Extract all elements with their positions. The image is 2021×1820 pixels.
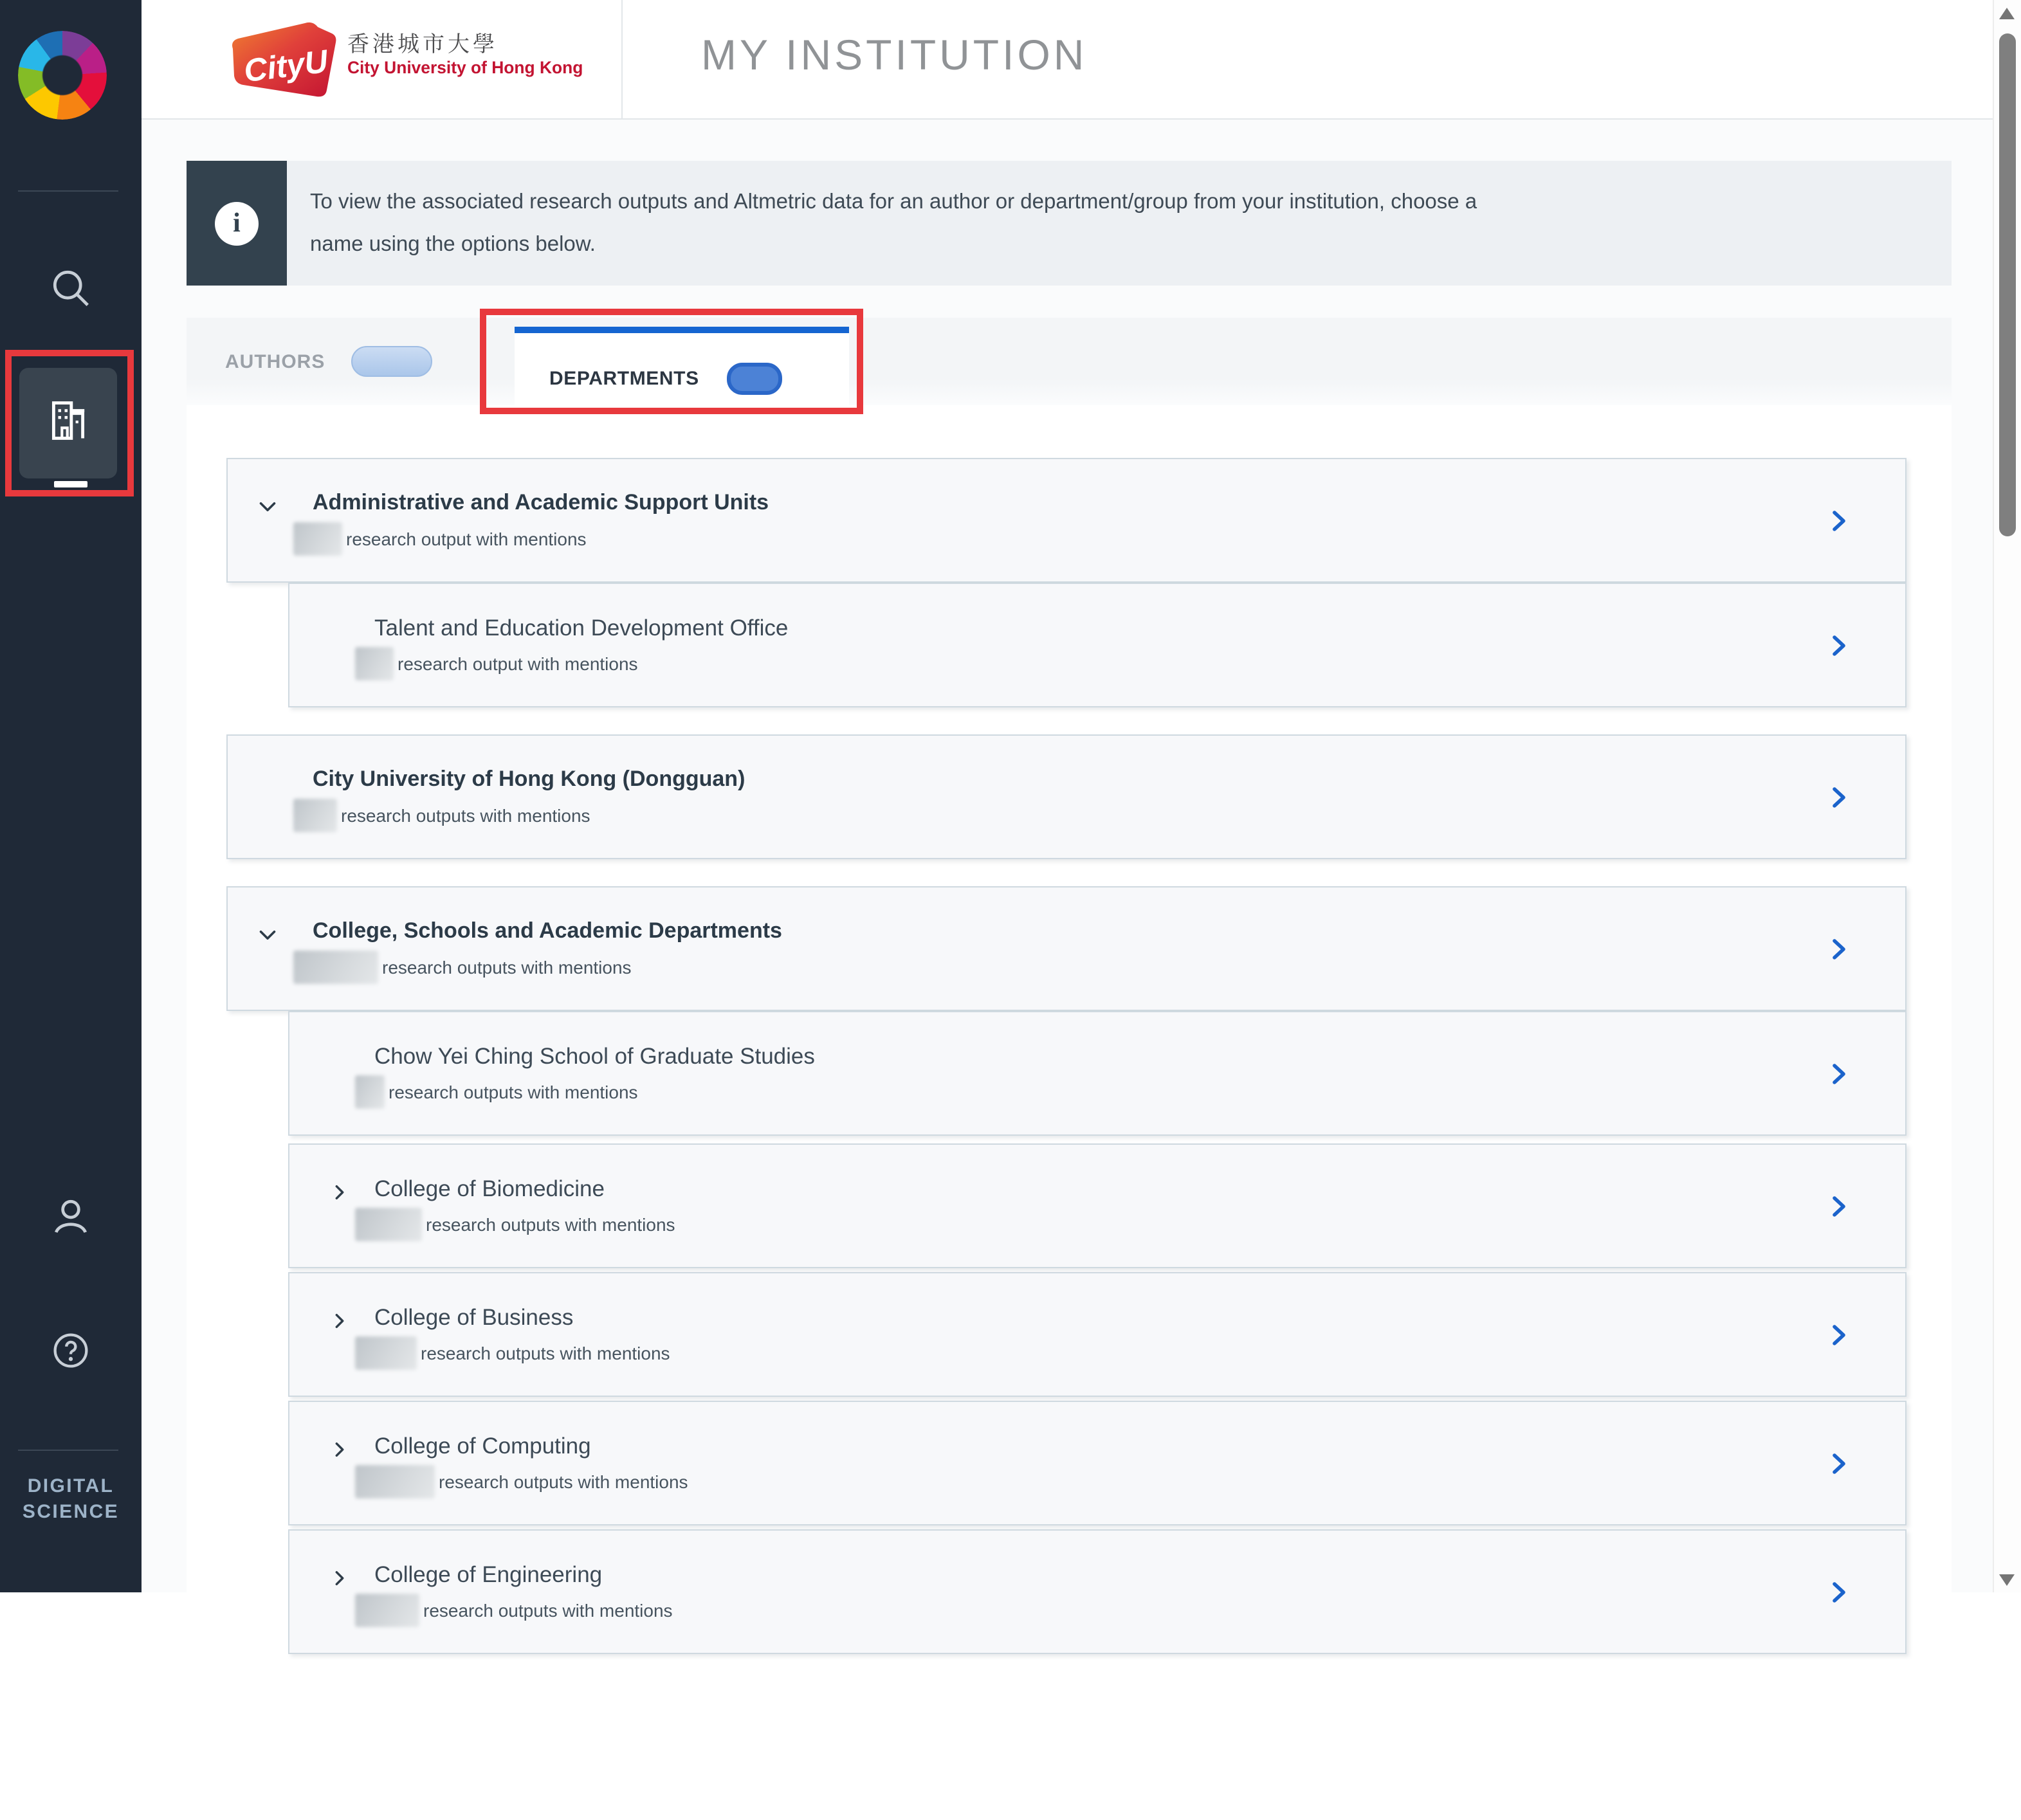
redacted-count <box>355 647 394 680</box>
department-meta: research outputs with mentions <box>389 1082 638 1102</box>
department-meta: research outputs with mentions <box>439 1471 688 1492</box>
department-meta: research outputs with mentions <box>341 805 590 826</box>
department-card[interactable] <box>226 886 1907 1011</box>
departments-toggle[interactable] <box>727 363 783 395</box>
content-area <box>142 118 1994 1621</box>
tab-bar <box>187 318 1952 405</box>
open-chevron-icon[interactable] <box>1823 630 1854 668</box>
department-card[interactable] <box>288 1011 1907 1136</box>
redacted-count <box>355 1075 385 1109</box>
departments-panel <box>187 405 1952 1820</box>
collapse-chevron-icon[interactable] <box>256 924 279 953</box>
redacted-count <box>293 522 342 556</box>
digital-science-logo <box>0 1474 142 1525</box>
info-icon-tile <box>187 161 287 286</box>
cityu-logo <box>224 19 342 108</box>
department-meta-row <box>355 1079 1905 1109</box>
scrollbar-thumb[interactable] <box>1999 33 2016 536</box>
department-meta-row <box>355 1597 1905 1627</box>
expand-chevron-icon[interactable] <box>329 1311 350 1338</box>
department-meta-row <box>355 1340 1905 1370</box>
sidebar-divider-top <box>18 190 118 192</box>
help-icon <box>49 1329 93 1372</box>
open-chevron-icon[interactable] <box>1823 505 1854 543</box>
department-card[interactable] <box>288 1401 1907 1525</box>
active-nav-indicator <box>54 481 87 487</box>
open-chevron-icon[interactable] <box>1823 934 1854 971</box>
department-meta-row <box>355 1212 1905 1241</box>
department-meta: research output with mentions <box>398 653 638 674</box>
department-meta: research outputs with mentions <box>426 1214 675 1235</box>
department-card[interactable] <box>288 1529 1907 1654</box>
department-meta: research output with mentions <box>346 529 587 549</box>
department-title: City University of Hong Kong (Dongguan) <box>313 767 745 791</box>
department-title: Administrative and Academic Support Units <box>313 490 769 514</box>
department-meta-row <box>355 1469 1905 1498</box>
open-chevron-icon[interactable] <box>1823 1059 1854 1096</box>
open-chevron-icon[interactable] <box>1823 1577 1854 1614</box>
scrollbar[interactable] <box>1993 0 2021 1592</box>
department-meta-row <box>293 954 1905 984</box>
department-card[interactable] <box>288 1272 1907 1397</box>
sidebar-item-search[interactable] <box>0 252 142 324</box>
redacted-count <box>355 1336 417 1370</box>
department-title: College of Biomedicine <box>374 1176 605 1201</box>
info-banner <box>187 161 1952 286</box>
tab-departments-label: DEPARTMENTS <box>549 368 699 390</box>
cityu-name-chinese: 香港城市大學 <box>347 32 498 57</box>
department-card[interactable] <box>226 458 1907 583</box>
collapse-chevron-icon[interactable] <box>256 495 279 525</box>
info-banner-line2: name using the options below. <box>310 232 596 255</box>
open-chevron-icon[interactable] <box>1823 1448 1854 1486</box>
sidebar-divider-bottom <box>18 1450 118 1451</box>
redacted-count <box>293 799 337 832</box>
sidebar-item-profile[interactable] <box>0 1181 142 1253</box>
info-icon: i <box>215 201 259 245</box>
open-chevron-icon[interactable] <box>1823 1320 1854 1357</box>
redacted-count <box>293 951 378 984</box>
department-card[interactable] <box>226 734 1907 859</box>
info-banner-line1: To view the associated research outputs and Altmetric data for an author or department/group from your institution, choose a <box>310 190 1477 214</box>
redacted-count <box>355 1208 422 1241</box>
department-meta-row <box>355 651 1905 680</box>
header-divider <box>621 0 623 118</box>
search-icon <box>46 264 95 313</box>
person-icon <box>46 1192 95 1241</box>
main-area <box>142 0 2021 1621</box>
department-card[interactable] <box>288 1143 1907 1268</box>
sidebar-item-help[interactable] <box>0 1315 142 1387</box>
open-chevron-icon[interactable] <box>1823 1191 1854 1228</box>
svg-text:CityU: CityU <box>242 42 330 89</box>
altmetric-logo-icon[interactable] <box>18 31 107 120</box>
page-title: MY INSTITUTION <box>701 31 1088 78</box>
department-title: Chow Yei Ching School of Graduate Studies <box>374 1043 815 1069</box>
institution-building-icon <box>41 393 95 453</box>
department-title: College of Engineering <box>374 1561 603 1587</box>
sidebar-item-institution[interactable] <box>19 368 117 478</box>
department-meta-row <box>293 526 1905 556</box>
expand-chevron-icon[interactable] <box>329 1568 350 1595</box>
department-title: College of Computing <box>374 1433 591 1459</box>
scroll-up-arrow-icon[interactable] <box>1999 8 2015 19</box>
sidebar <box>0 0 142 1592</box>
open-chevron-icon[interactable] <box>1823 782 1854 819</box>
redacted-count <box>355 1465 435 1498</box>
department-meta: research outputs with mentions <box>421 1343 670 1363</box>
digital-science-line2: SCIENCE <box>22 1501 120 1523</box>
department-card[interactable] <box>288 583 1907 707</box>
department-title: College of Business <box>374 1304 574 1330</box>
authors-toggle[interactable] <box>351 346 432 377</box>
header <box>142 0 2021 120</box>
department-meta: research outputs with mentions <box>423 1600 673 1621</box>
department-meta: research outputs with mentions <box>382 957 632 978</box>
department-meta-row <box>293 803 1905 832</box>
annotation-box-sidebar <box>5 350 134 496</box>
tab-authors-label: AUTHORS <box>225 350 325 372</box>
department-title: College, Schools and Academic Departments <box>313 918 782 943</box>
department-title: Talent and Education Development Office <box>374 615 789 641</box>
expand-chevron-icon[interactable] <box>329 1182 350 1209</box>
redacted-count <box>355 1594 419 1627</box>
cityu-name-english: City University of Hong Kong <box>347 58 583 77</box>
expand-chevron-icon[interactable] <box>329 1439 350 1466</box>
info-banner-text <box>287 161 1503 286</box>
scroll-down-arrow-icon[interactable] <box>1999 1574 2015 1585</box>
digital-science-line1: DIGITAL <box>27 1475 114 1497</box>
tab-authors[interactable] <box>225 318 432 405</box>
